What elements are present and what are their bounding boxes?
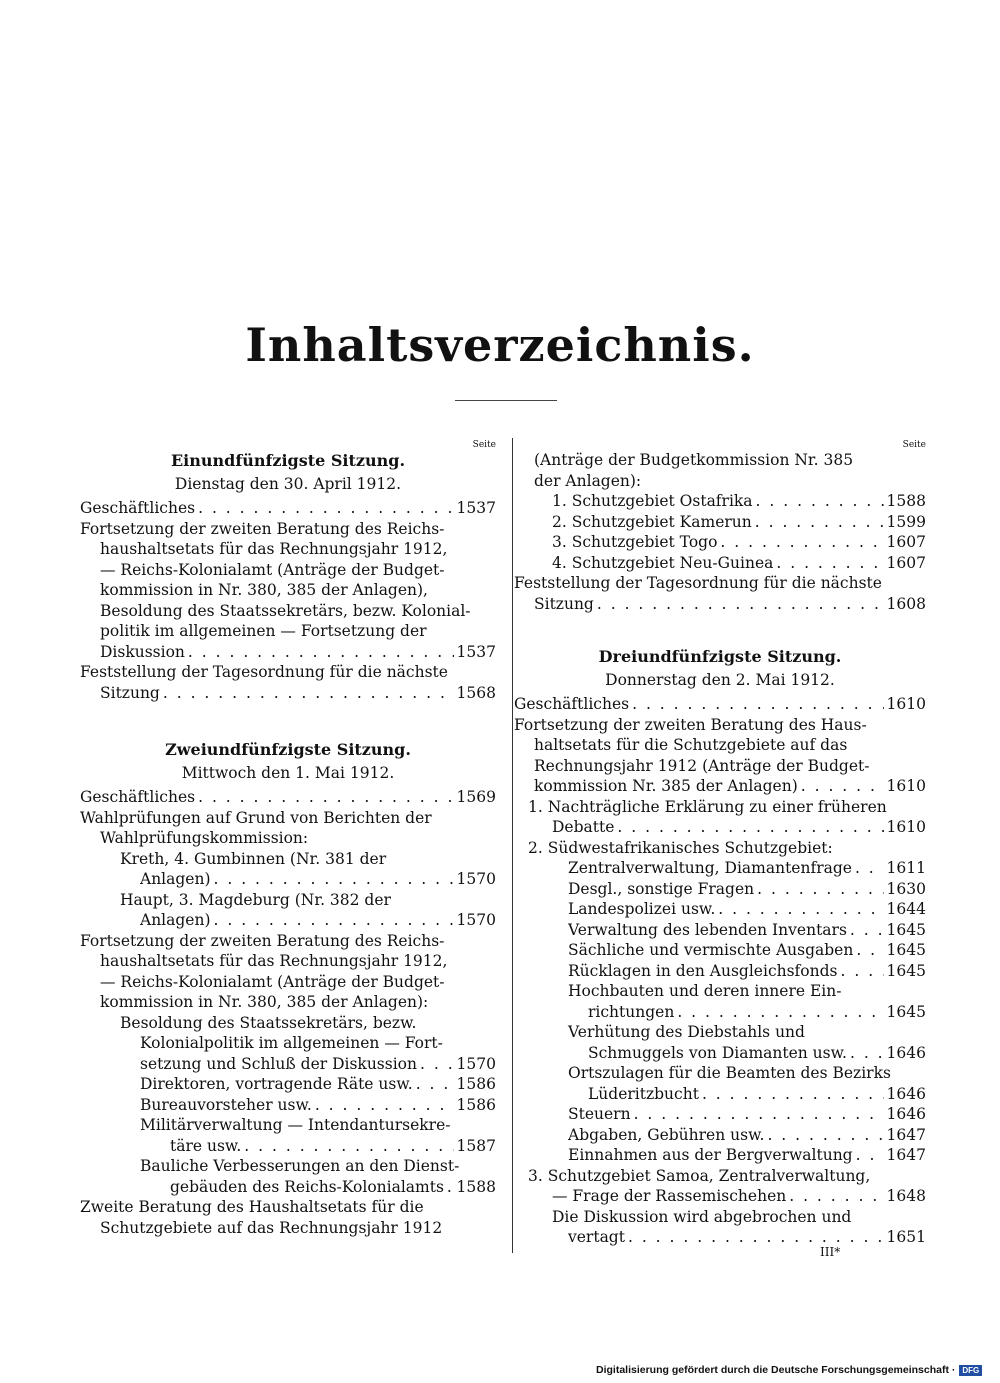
toc-entry [80, 787, 496, 808]
toc-entry-text: Einnahmen aus der Bergverwaltung [568, 1146, 853, 1164]
dot-leader [776, 553, 883, 574]
toc-page-number: 1570 [456, 870, 496, 888]
toc-page-number: 1568 [456, 683, 496, 702]
toc-entry [80, 951, 496, 972]
toc-entry-text: Verwaltung des lebenden Inventars [568, 920, 847, 939]
session-title: Einundfünfzigste Sitzung. [170, 451, 406, 470]
toc-entry [80, 1136, 496, 1157]
toc-page-number: 1611 [886, 859, 926, 877]
toc-entry-text: vertagt [568, 1228, 625, 1246]
page-title: Inhaltsverzeichnis. [245, 318, 755, 372]
toc-entry [80, 890, 496, 911]
dot-leader [718, 899, 883, 920]
seite-label: Seite [902, 440, 926, 450]
toc-entry [514, 1145, 926, 1166]
dot-leader [677, 1002, 883, 1023]
toc-entry [514, 573, 926, 594]
dot-leader [416, 1074, 454, 1095]
session-date: Donnerstag den 2. Mai 1912. [605, 671, 835, 689]
dot-leader [198, 498, 453, 519]
toc-entry [80, 498, 496, 519]
toc-entry-text: (Anträge der Budgetkommission Nr. 385 [534, 451, 854, 469]
toc-entry-text: Ortszulagen für die Beamten des Bezirks [568, 1064, 891, 1082]
toc-entry-text: Haupt, 3. Magdeburg (Nr. 382 der [120, 890, 391, 909]
toc-entry-text: Direktoren, vortragende Räte usw. [140, 1075, 413, 1093]
toc-entry [514, 981, 926, 1002]
toc-entry-text: Kreth, 4. Gumbinnen (Nr. 381 der [120, 849, 387, 868]
session-title: Dreiundfünfzigste Sitzung. [598, 647, 842, 666]
toc-entry-text: Fortsetzung der zweiten Beratung des Reichs- [80, 931, 445, 950]
toc-page-number: 1607 [886, 553, 926, 572]
dot-leader [597, 594, 884, 615]
toc-page-number: 1644 [886, 900, 926, 918]
dot-leader [634, 1104, 884, 1125]
dot-leader [632, 694, 883, 715]
toc-entry-text: Rücklagen in den Ausgleichsfonds [568, 961, 838, 980]
toc-entry [80, 1177, 496, 1198]
dot-leader [628, 1227, 884, 1248]
dot-leader [855, 858, 884, 879]
toc-entry-text: 1. Nachträgliche Erklärung zu einer früheren [528, 797, 887, 816]
dot-leader [850, 1043, 884, 1064]
toc-entry-text: Geschäftliches [80, 499, 196, 517]
session-date: Mittwoch den 1. Mai 1912. [181, 764, 395, 782]
toc-entry-text: Abgaben, Gebühren usw. [568, 1125, 765, 1144]
dot-leader [767, 1125, 883, 1146]
toc-entry [514, 940, 926, 961]
toc-entry [514, 715, 926, 736]
toc-entry-text: richtungen [588, 1002, 675, 1021]
toc-page-number: 1646 [886, 1105, 926, 1123]
dot-leader [841, 961, 884, 982]
toc-entry-text: Verhütung des Diebstahls und [568, 1023, 805, 1041]
toc-entry-text: Die Diskussion wird abgebrochen und [552, 1207, 852, 1226]
toc-page-number: 1610 [886, 695, 926, 713]
toc-entry-text: Militärverwaltung — Intendantursekre- [140, 1116, 451, 1134]
toc-entry-text: haushaltsetats für das Rechnungsjahr 1912, [100, 952, 448, 970]
toc-entry [80, 931, 496, 952]
toc-page-number: 1630 [886, 879, 926, 898]
toc-list [514, 450, 926, 614]
toc-entry [514, 1207, 926, 1228]
toc-entry-text: Kolonialpolitik im allgemeinen — Fort- [140, 1034, 443, 1052]
toc-page-number: 1651 [886, 1228, 926, 1246]
toc-page-number: 1647 [886, 1125, 926, 1144]
dot-leader [856, 1145, 884, 1166]
toc-entry [514, 1166, 926, 1187]
toc-entry [80, 910, 496, 931]
toc-entry-text: kommission in Nr. 380, 385 der Anlagen): [100, 993, 429, 1011]
toc-entry-text: 1. Schutzgebiet Ostafrika [552, 492, 753, 510]
toc-entry [80, 601, 496, 622]
toc-entry-text: — Frage der Rassemischehen [552, 1187, 787, 1205]
toc-entry [80, 642, 496, 663]
toc-entry [514, 756, 926, 777]
dot-leader [198, 787, 453, 808]
toc-entry-text: Feststellung der Tagesordnung für die nächste [514, 574, 882, 592]
page-number: III* [820, 1245, 841, 1259]
toc-page-number: 1599 [886, 512, 926, 531]
toc-entry-text: Anlagen) [140, 870, 211, 888]
toc-page-number: 1586 [456, 1075, 496, 1093]
toc-page-number: 1610 [886, 777, 926, 795]
toc-entry [80, 1074, 496, 1095]
toc-entry-text: Steuern [568, 1105, 631, 1123]
toc-entry-text: Debatte [552, 818, 615, 836]
toc-entry [80, 992, 496, 1013]
toc-entry-text: täre usw. [170, 1136, 242, 1155]
toc-entry [514, 1186, 926, 1207]
toc-entry-text: Lüderitzbucht [588, 1084, 699, 1103]
dot-leader [856, 940, 883, 961]
footer-text: Digitalisierung gefördert durch die Deutsche Forschungsgemeinschaft · [596, 1364, 956, 1376]
toc-entry-text: Wahlprüfungen auf Grund von Berichten der [80, 808, 432, 827]
toc-entry-text: Geschäftliches [80, 788, 196, 806]
toc-entry-text: 3. Schutzgebiet Togo [552, 533, 718, 551]
toc-page-number: 1610 [886, 818, 926, 836]
toc-entry [80, 621, 496, 642]
left-column [80, 440, 496, 1238]
toc-entry-text: — Reichs-Kolonialamt (Anträge der Budget- [100, 560, 445, 579]
toc-page-number: 1587 [456, 1136, 496, 1155]
toc-entry [80, 828, 496, 849]
toc-page-number: 1537 [456, 499, 496, 517]
toc-entry [514, 553, 926, 574]
toc-entry [80, 683, 496, 704]
toc-entry [514, 961, 926, 982]
toc-entry-text: Schutzgebiete auf das Rechnungsjahr 1912 [100, 1218, 443, 1237]
toc-page-number: 1537 [456, 642, 496, 661]
toc-entry [80, 580, 496, 601]
toc-entry [514, 797, 926, 818]
toc-page-number: 1570 [456, 1054, 496, 1073]
dot-leader [617, 817, 883, 838]
toc-entry [514, 512, 926, 533]
toc-entry-text: — Reichs-Kolonialamt (Anträge der Budget- [100, 972, 445, 991]
dfg-logo: DFG [959, 1365, 982, 1376]
toc-entry-text: politik im allgemeinen — Fortsetzung der [100, 622, 427, 640]
toc-page-number: 1645 [886, 920, 926, 939]
toc-entry-text: Landespolizei usw. [568, 900, 716, 918]
toc-page-number: 1607 [886, 533, 926, 551]
toc-entry-text: kommission in Nr. 380, 385 der Anlagen), [100, 581, 428, 599]
toc-entry [80, 972, 496, 993]
toc-entry [514, 1002, 926, 1023]
toc-entry [80, 539, 496, 560]
toc-entry-text: Besoldung des Staatssekretärs, bezw. [120, 1013, 417, 1032]
dot-leader [163, 683, 454, 704]
toc-entry-text: Anlagen) [140, 911, 211, 929]
toc-entry [514, 1227, 926, 1248]
dot-leader [188, 642, 454, 663]
toc-entry [514, 735, 926, 756]
toc-entry-text: Rechnungsjahr 1912 (Anträge der Budget- [534, 756, 870, 775]
toc-entry [80, 560, 496, 581]
toc-entry [80, 1156, 496, 1177]
toc-entry-text: Bauliche Verbesserungen an den Dienst- [140, 1157, 460, 1175]
toc-page-number: 1647 [886, 1146, 926, 1164]
toc-entry [80, 808, 496, 829]
toc-entry [80, 1033, 496, 1054]
toc-entry-text: Diskussion [100, 642, 185, 661]
toc-entry-text: Zentralverwaltung, Diamantenfrage [568, 859, 852, 877]
toc-entry [514, 1125, 926, 1146]
toc-entry-text: haushaltsetats für das Rechnungsjahr 1912, [100, 540, 448, 558]
toc-list [80, 498, 496, 703]
session-date: Dienstag den 30. April 1912. [174, 475, 402, 493]
session-title: Zweiundfünfzigste Sitzung. [165, 740, 411, 759]
toc-entry-text: Geschäftliches [514, 695, 630, 713]
toc-entry [514, 450, 926, 471]
toc-page-number: 1586 [456, 1095, 496, 1114]
toc-entry [514, 1104, 926, 1125]
title-divider [455, 400, 557, 401]
toc-entry [514, 594, 926, 615]
toc-entry [514, 879, 926, 900]
toc-entry-text: Wahlprüfungskommission: [100, 829, 309, 847]
toc-entry [514, 491, 926, 512]
toc-entry-text: Hochbauten und deren innere Ein- [568, 982, 842, 1000]
toc-entry [80, 1197, 496, 1218]
toc-entry [80, 1054, 496, 1075]
toc-page-number: 1608 [886, 594, 926, 613]
dot-leader [756, 491, 884, 512]
toc-entry-text: Feststellung der Tagesordnung für die nächste [80, 663, 448, 681]
toc-list [80, 787, 496, 1238]
toc-entry [514, 694, 926, 715]
toc-page-number: 1645 [886, 941, 926, 959]
dot-leader [214, 869, 454, 890]
toc-entry [80, 869, 496, 890]
seite-label: Seite [472, 440, 496, 450]
toc-entry-text: Bureauvorsteher usw. [140, 1095, 312, 1114]
toc-page-number: 1645 [886, 1002, 926, 1021]
toc-entry-text: 4. Schutzgebiet Neu-Guinea [552, 553, 774, 572]
toc-entry-text: haltsetats für die Schutzgebiete auf das [534, 736, 848, 754]
toc-entry [514, 1063, 926, 1084]
toc-page-number: 1646 [886, 1043, 926, 1062]
dot-leader [447, 1177, 454, 1198]
toc-entry-text: 2. Südwestafrikanisches Schutzgebiet: [528, 838, 833, 857]
toc-page-number: 1588 [886, 492, 926, 510]
dot-leader [244, 1136, 453, 1157]
toc-entry [514, 1084, 926, 1105]
toc-page-number: 1645 [886, 961, 926, 980]
toc-page-number: 1646 [886, 1084, 926, 1103]
toc-entry-text: Fortsetzung der zweiten Beratung des Reichs- [80, 519, 445, 538]
toc-entry-text: Zweite Beratung des Haushaltsetats für die [80, 1198, 424, 1216]
toc-list [514, 694, 926, 1248]
toc-entry [514, 838, 926, 859]
toc-entry-text: Fortsetzung der zweiten Beratung des Haus- [514, 715, 867, 734]
toc-entry-text: 2. Schutzgebiet Kamerun [552, 512, 752, 531]
dot-leader [420, 1054, 454, 1075]
toc-entry [80, 849, 496, 870]
column-divider [512, 438, 513, 1253]
toc-entry [80, 1218, 496, 1239]
right-column [514, 440, 926, 1248]
toc-entry-text: Sächliche und vermischte Ausgaben [568, 941, 854, 959]
toc-entry-text: Desgl., sonstige Fragen [568, 879, 755, 898]
toc-page-number: 1569 [456, 788, 496, 806]
toc-entry [80, 1115, 496, 1136]
toc-entry [514, 776, 926, 797]
dot-leader [755, 512, 884, 533]
dot-leader [315, 1095, 454, 1116]
dot-leader [757, 879, 883, 900]
toc-entry [514, 899, 926, 920]
digitization-footer [596, 1364, 982, 1376]
toc-page-number: 1588 [456, 1177, 496, 1196]
toc-page-number: 1648 [886, 1187, 926, 1205]
toc-entry [80, 1095, 496, 1116]
toc-entry [80, 1013, 496, 1034]
toc-entry [514, 471, 926, 492]
toc-entry-text: Besoldung des Staatssekretärs, bezw. Kolonial- [100, 601, 471, 620]
toc-entry [514, 1022, 926, 1043]
toc-entry [80, 519, 496, 540]
toc-entry [514, 1043, 926, 1064]
toc-entry [514, 920, 926, 941]
toc-entry-text: kommission Nr. 385 der Anlagen) [534, 777, 798, 795]
toc-entry-text: 3. Schutzgebiet Samoa, Zentralverwaltung, [528, 1166, 871, 1185]
toc-entry [514, 858, 926, 879]
toc-entry-text: Sitzung [100, 683, 160, 702]
toc-entry [80, 662, 496, 683]
toc-entry-text: Sitzung [534, 594, 594, 613]
dot-leader [702, 1084, 884, 1105]
dot-leader [720, 532, 883, 553]
toc-entry-text: der Anlagen): [534, 471, 642, 490]
dot-leader [850, 920, 884, 941]
toc-entry-text: Schmuggels von Diamanten usw. [588, 1043, 847, 1062]
dot-leader [801, 776, 884, 797]
toc-entry-text: setzung und Schluß der Diskussion [140, 1054, 417, 1073]
toc-page-number: 1570 [456, 911, 496, 929]
toc-entry-text: gebäuden des Reichs-Kolonialamts [170, 1177, 444, 1196]
dot-leader [214, 910, 454, 931]
dot-leader [789, 1186, 883, 1207]
toc-entry [514, 817, 926, 838]
toc-entry [514, 532, 926, 553]
